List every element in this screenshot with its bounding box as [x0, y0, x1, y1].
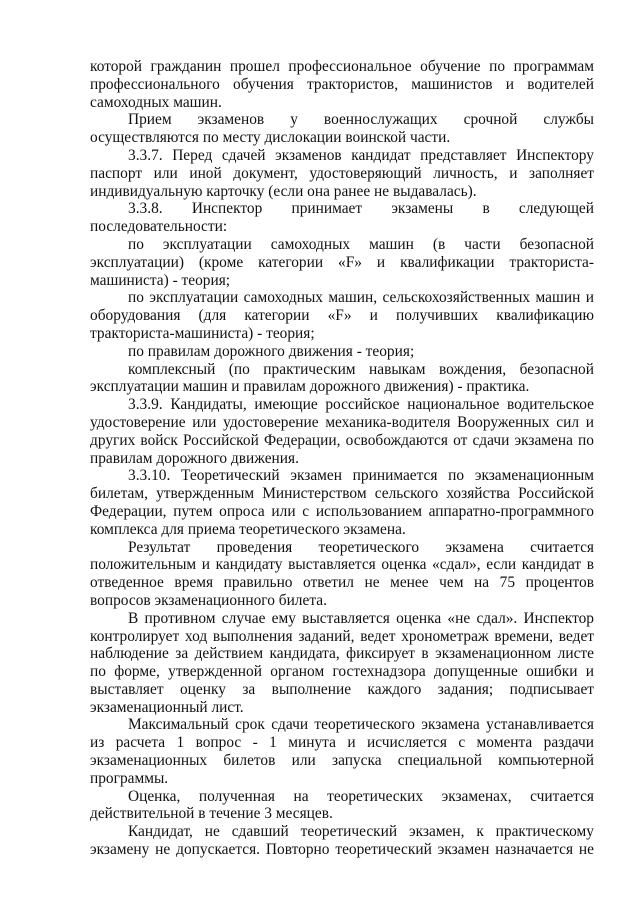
- paragraph: 3.3.8. Инспектор принимает экзамены в следующей последовательности:: [90, 200, 594, 236]
- paragraph: комплексный (по практическим навыкам вождения, безопасной эксплуатации машин и правилам дорожного движения) - практика.: [90, 360, 594, 396]
- document-page: [90, 58, 594, 859]
- paragraph: В противном случае ему выставляется оценка «не сдал». Инспектор контролирует ход выполнения заданий, ведет хронометраж времени, ведет наблюдение за действием кандидата, фиксирует в экзаменационном листе по форме, утвержденной органом гостехнадзора допущенные ошибки и выставляет оценку за выполнение каждого задания; подписывает экзаменационный лист.: [90, 609, 594, 716]
- paragraph: Результат проведения теоретического экзамена считается положительным и кандидату выставляется оценка «сдал», если кандидат в отведенное время правильно ответил не менее чем на 75 процентов вопросов экзаменационного билета.: [90, 538, 594, 609]
- paragraph: Прием экзаменов у военнослужащих срочной службы осуществляются по месту дислокации воинской части.: [90, 111, 594, 147]
- paragraph: 3.3.7. Перед сдачей экзаменов кандидат представляет Инспектору паспорт или иной документ, удостоверяющий личность, и заполняет индивидуальную карточку (если она ранее не выдавалась).: [90, 146, 594, 200]
- paragraph: Кандидат, не сдавший теоретический экзамен, к практическому экзамену не допускается. Повторно теоретический экзамен назначается не: [90, 823, 594, 859]
- paragraph: по эксплуатации самоходных машин (в части безопасной эксплуатации) (кроме категории «F» и квалификации тракториста-машиниста) - теория;: [90, 235, 594, 289]
- paragraph: по эксплуатации самоходных машин, сельскохозяйственных машин и оборудования (для категории «F» и получивших квалификацию тракториста-машиниста) - теория;: [90, 289, 594, 342]
- paragraph: Максимальный срок сдачи теоретического экзамена устанавливается из расчета 1 вопрос - 1 минута и исчисляется с момента раздачи экзаменационных билетов или запуска специальной компьютерной программы.: [90, 716, 594, 787]
- paragraph: которой гражданин прошел профессиональное обучение по программам профессионального обучения трактористов, машинистов и водителей самоходных машин.: [90, 58, 594, 111]
- paragraph: 3.3.10. Теоретический экзамен принимается по экзаменационным билетам, утвержденным Министерством сельского хозяйства Российской Федерации, путем опроса или с использованием аппаратно-программного комплекса для приема теоретического экзамена.: [90, 467, 594, 538]
- paragraph: по правилам дорожного движения - теория;: [128, 342, 415, 360]
- paragraph: 3.3.9. Кандидаты, имеющие российское национальное водительское удостоверение или удостоверение механика-водителя Вооруженных сил и других войск Российской Федерации, освобождаются от сдачи экзамена по правилам дорожного движения.: [90, 396, 594, 467]
- paragraph: Оценка, полученная на теоретических экзаменах, считается действительной в течение 3 месяцев.: [90, 787, 594, 823]
